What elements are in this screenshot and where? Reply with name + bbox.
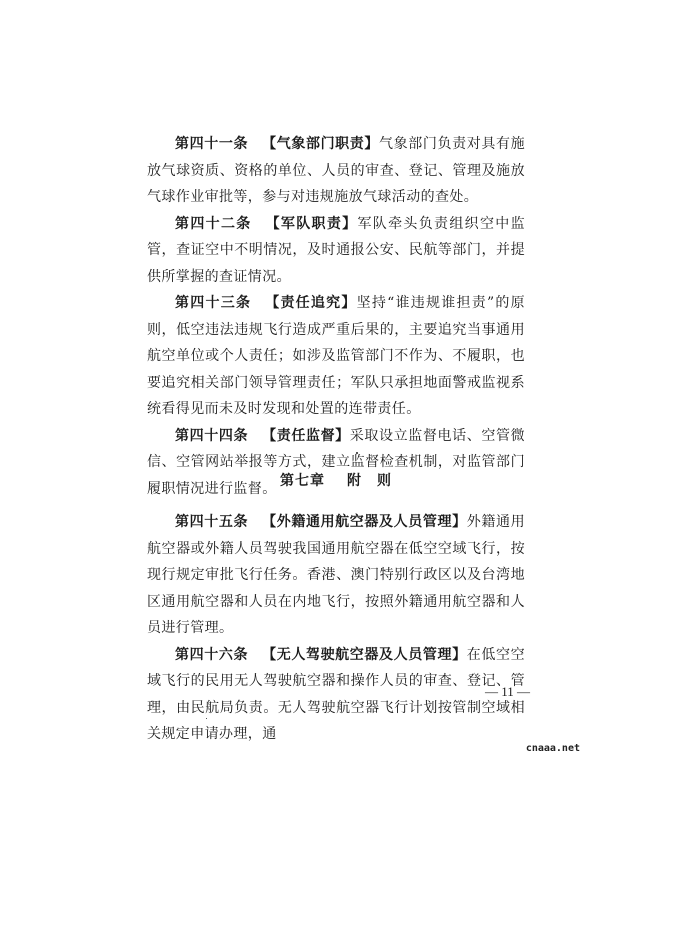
chapter-label: 第七章	[280, 473, 325, 489]
article-number: 第四十六条	[175, 646, 249, 663]
article-text: 外籍通用航空器或外籍人员驾驶我国通用航空器在低空空域飞行，按现行规定审批飞行任务。香港、澳门特别行政区以及台湾地区通用航空器和人员在内地飞行，按照外籍通用航空器和人员进行管理。	[147, 514, 526, 636]
article-text: 军队牵头负责组织空中监管，查证空中不明情况，及时通报公安、民航等部门，并提供所掌握的查证情况。	[147, 215, 526, 285]
article-number: 第四十三条	[175, 295, 252, 311]
article-number: 第四十五条	[175, 514, 249, 530]
chapter-name: 附 则	[347, 473, 392, 489]
chapter-heading	[147, 470, 525, 490]
article-44	[147, 423, 525, 503]
article-43	[147, 290, 525, 423]
article-title: 【气象部门职责】	[262, 136, 380, 152]
article-41	[147, 131, 525, 211]
page-number: — 11 —	[484, 684, 530, 699]
article-46	[147, 642, 525, 748]
article-title: 【外籍通用航空器及人员管理】	[262, 514, 467, 530]
article-title: 【责任追究】	[265, 295, 357, 311]
article-45	[147, 509, 525, 642]
scan-speck	[206, 718, 207, 719]
article-42	[147, 211, 525, 291]
scan-speck	[356, 452, 358, 454]
article-text: 采取设立监督电话、空管微信、空管网站举报等方式，建立监督检查机制，对监管部门履职情况进行监督。	[147, 427, 526, 497]
article-number: 第四十一条	[175, 136, 249, 152]
articles-bottom	[147, 509, 525, 748]
article-text: 气象部门负责对具有施放气球资质、资格的单位、人员的审查、登记、管理及施放气球作业审批等，参与对违规施放气球活动的查处。	[147, 136, 526, 205]
article-number: 第四十二条	[175, 215, 252, 232]
article-title: 【无人驾驶航空器及人员管理】	[262, 646, 467, 663]
article-text: 在低空空域飞行的民用无人驾驶航空器和操作人员的审查、登记、管理，由民航局负责。无人驾驶航空器飞行计划按管制空域相关规定申请办理，通	[147, 646, 526, 742]
watermark: cnaaa.net	[525, 743, 580, 754]
article-title: 【责任监督】	[262, 427, 350, 444]
articles-top	[147, 131, 525, 502]
article-title: 【军队职责】	[265, 215, 358, 232]
article-text: 坚持“谁违规谁担责”的原则，低空违法违规飞行造成严重后果的，主要追究当事通用航空单位或个人责任；如涉及监管部门不作为、不履职，也要追究相关部门领导管理责任；军队只承担地面警戒监视系统看得见而未及时发现和处置的连带责任。	[147, 295, 525, 417]
article-number: 第四十四条	[175, 427, 249, 444]
